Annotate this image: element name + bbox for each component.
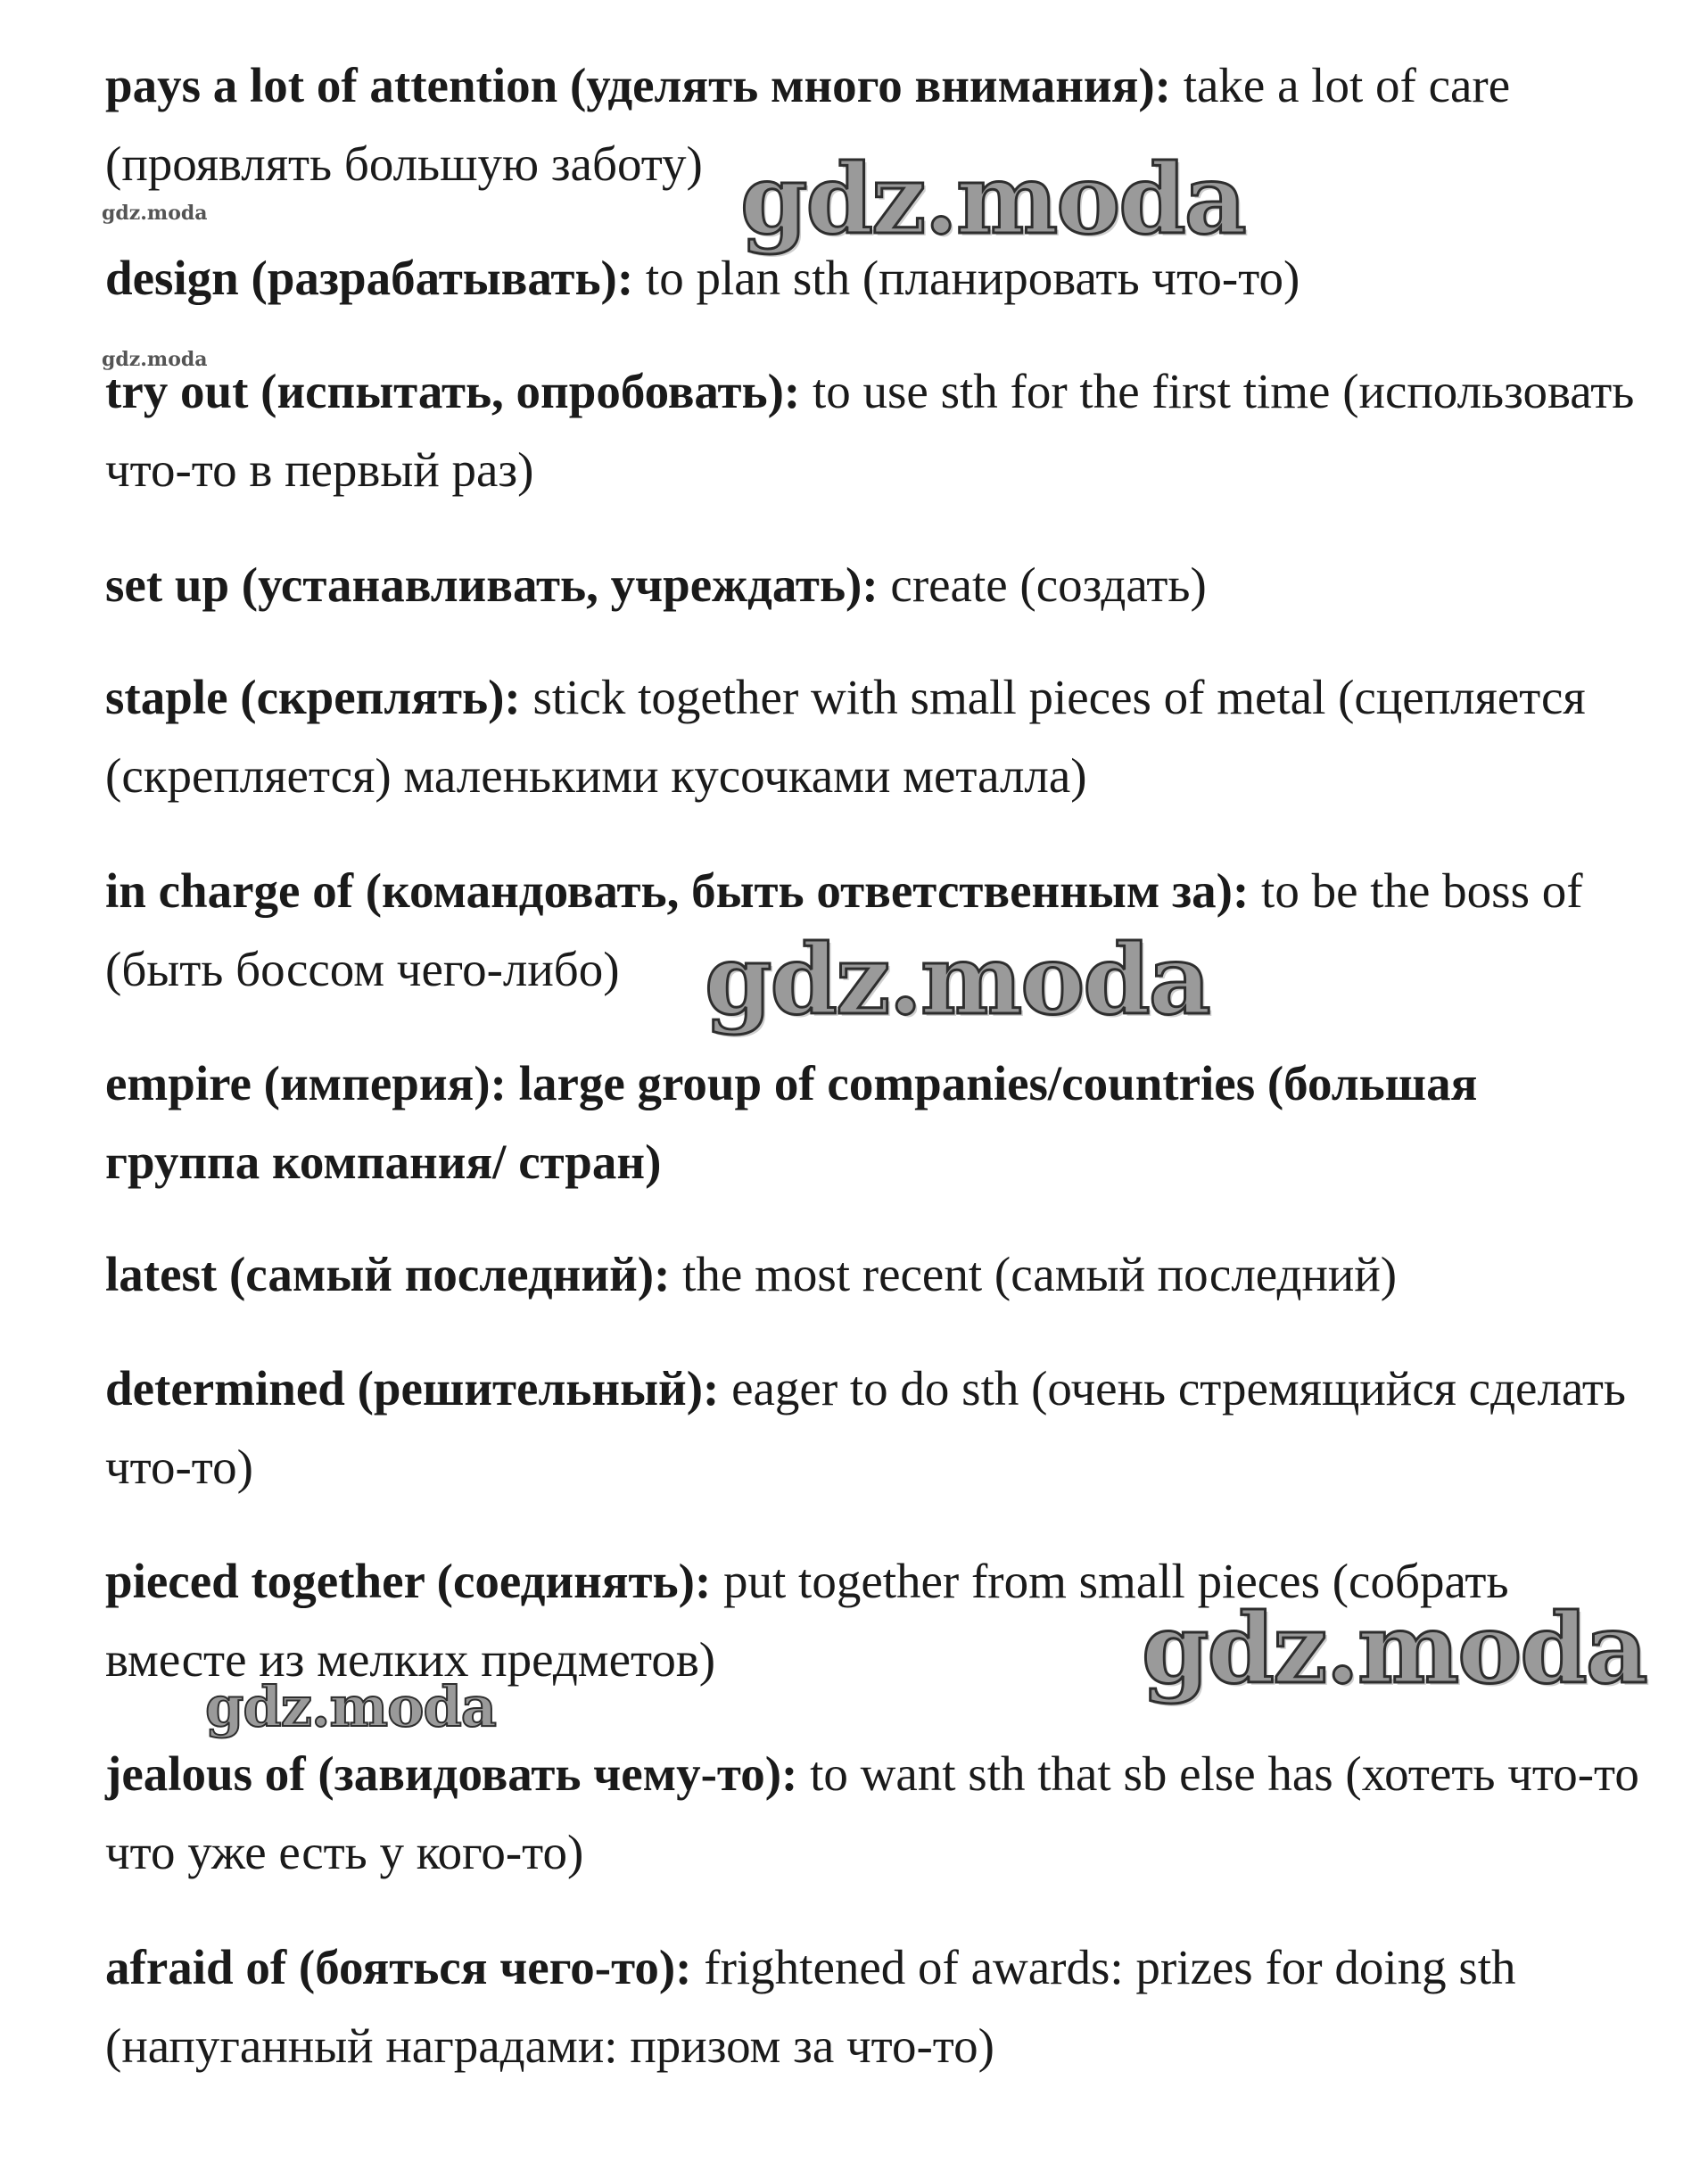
entry-term: try out (испытать, опробовать): [105,364,801,418]
entry-definition: put together from small pieces (собрать вместе из мелких предметов) [105,1554,1509,1687]
entry-term: staple (скреплять): [105,670,521,724]
entry-definition: to plan sth (планировать что-то) [633,251,1300,305]
entry-definition: stick together with small pieces of metal (сцепляется (скрепляется) маленькими кусочками металла) [105,670,1586,803]
entry-term: set up (устанавливать, учреждать): [105,557,879,612]
watermark-small: gdz.moda [102,348,208,371]
watermark-small: gdz.moda [102,202,208,225]
entry-term: pieced together (соединять): [105,1554,712,1608]
entry-term: jealous of (завидовать чему-то): [105,1746,798,1801]
vocab-entry [105,658,1639,815]
entry-definition: to be the boss of (быть боссом чего-либо) [105,863,1583,996]
vocab-entry [105,352,1639,509]
entry-term: empire (империя): large group of companies/countries (большая группа компания/ стран) [105,1056,1478,1189]
vocab-entry [105,1235,1639,1314]
entry-definition: take a lot of care (проявлять большую заботу) [105,58,1511,191]
vocab-entry [105,546,1639,624]
vocab-entry [105,1349,1639,1506]
watermark-large: gdz.moda [705,924,1209,1036]
watermark-large: gdz.moda [740,144,1245,256]
vocab-entry [105,1928,1639,2085]
entry-definition: frightened of awards: prizes for doing sth (напуганный наградами: призом за что-то) [105,1940,1516,2073]
entry-term: determined (решительный): [105,1361,720,1416]
entry-term: pays a lot of attention (уделять много внимания): [105,58,1171,112]
entry-definition: eager to do sth (очень стремящийся сделать что-то) [105,1361,1627,1494]
entry-definition: create (создать) [878,557,1207,612]
watermark-large: gdz.moda [1142,1593,1646,1705]
entry-term: design (разрабатывать): [105,251,634,305]
vocab-entry [105,1735,1639,1892]
vocab-entry [105,1044,1639,1201]
entry-definition: to want sth that sb else has (хотеть что-то что уже есть у кого-то) [105,1746,1639,1879]
entry-term: latest (самый последний): [105,1247,671,1301]
entry-definition: to use sth for the first time (использовать что-то в первый раз) [105,364,1635,497]
entry-term: afraid of (бояться чего-то): [105,1940,692,1994]
watermark-medium: gdz.moda [205,1674,496,1739]
entry-definition: the most recent (самый последний) [670,1247,1398,1301]
entry-term: in charge of (командовать, быть ответственным за): [105,863,1250,918]
